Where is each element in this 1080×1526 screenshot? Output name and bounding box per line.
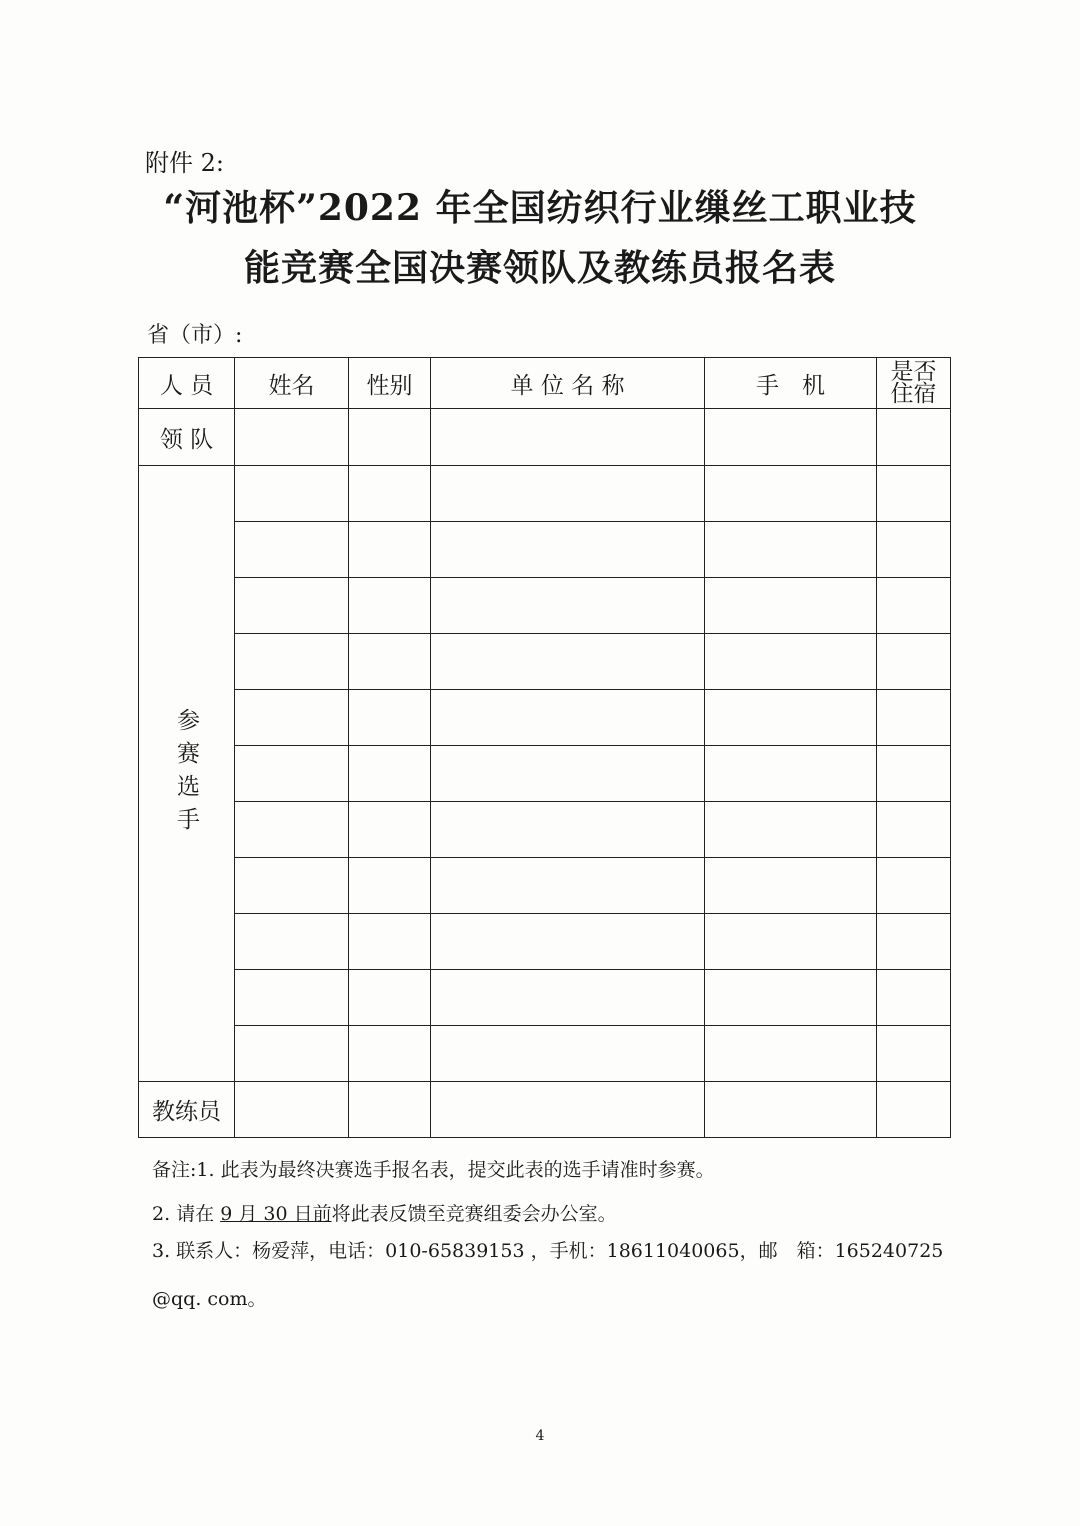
player-lodging-cell[interactable] <box>877 578 951 634</box>
player-organization-cell[interactable] <box>431 746 705 802</box>
header-lodging-line-2: 住宿 <box>890 381 937 407</box>
province-label: 省（市）: <box>147 323 243 348</box>
player-name-cell[interactable] <box>235 746 349 802</box>
player-gender-cell[interactable] <box>349 970 431 1026</box>
player-mobile-cell[interactable] <box>705 578 877 634</box>
player-name-cell[interactable] <box>235 578 349 634</box>
player-row <box>139 914 951 970</box>
table-header-row <box>139 358 951 409</box>
player-row <box>139 746 951 802</box>
note-2-prefix: 2. 请在 <box>152 1203 221 1225</box>
player-row <box>139 466 951 522</box>
player-name-cell[interactable] <box>235 466 349 522</box>
player-row <box>139 634 951 690</box>
player-lodging-cell[interactable] <box>877 1026 951 1082</box>
header-mobile: 手 机 <box>705 358 877 409</box>
player-lodging-cell[interactable] <box>877 690 951 746</box>
player-mobile-cell[interactable] <box>705 802 877 858</box>
note-1: 备注:1. 此表为最终决赛选手报名表，提交此表的选手请准时参赛。 <box>152 1159 715 1181</box>
coach-row <box>139 1082 951 1138</box>
player-row <box>139 522 951 578</box>
player-row <box>139 1026 951 1082</box>
registration-table <box>138 357 951 1138</box>
player-lodging-cell[interactable] <box>877 970 951 1026</box>
leader-label: 领 队 <box>139 409 235 466</box>
player-gender-cell[interactable] <box>349 466 431 522</box>
player-mobile-cell[interactable] <box>705 970 877 1026</box>
player-name-cell[interactable] <box>235 1026 349 1082</box>
form-title-line-1: “河池杯”2022 年全国纺织行业缫丝工职业技 <box>163 187 917 229</box>
note-3-contact: 3. 联系人：杨爱萍，电话：010-65839153 ，手机：18611040065，邮 箱：165240725 <box>152 1240 944 1262</box>
player-mobile-cell[interactable] <box>705 690 877 746</box>
players-label-cell <box>139 466 235 1082</box>
player-row <box>139 858 951 914</box>
player-organization-cell[interactable] <box>431 914 705 970</box>
header-gender: 性别 <box>349 358 431 409</box>
player-row <box>139 690 951 746</box>
players-label: 参赛选手 <box>173 707 199 840</box>
header-lodging-line-1: 是否 <box>890 359 937 385</box>
player-lodging-cell[interactable] <box>877 466 951 522</box>
deadline-date: 9 月 30 日前 <box>220 1203 332 1225</box>
coach-mobile-cell[interactable] <box>705 1082 877 1138</box>
note-3-email-continued: @qq. com。 <box>152 1288 267 1310</box>
player-name-cell[interactable] <box>235 914 349 970</box>
leader-lodging-cell[interactable] <box>877 409 951 466</box>
player-lodging-cell[interactable] <box>877 746 951 802</box>
page-number: 4 <box>535 1428 545 1444</box>
form-title-line-2: 能竞赛全国决赛领队及教练员报名表 <box>243 247 836 289</box>
player-gender-cell[interactable] <box>349 578 431 634</box>
player-gender-cell[interactable] <box>349 746 431 802</box>
player-lodging-cell[interactable] <box>877 802 951 858</box>
player-gender-cell[interactable] <box>349 802 431 858</box>
leader-mobile-cell[interactable] <box>705 409 877 466</box>
player-organization-cell[interactable] <box>431 1026 705 1082</box>
header-name: 姓名 <box>235 358 349 409</box>
leader-name-cell[interactable] <box>235 409 349 466</box>
player-name-cell[interactable] <box>235 970 349 1026</box>
player-gender-cell[interactable] <box>349 522 431 578</box>
header-personnel: 人 员 <box>139 358 235 409</box>
header-organization: 单 位 名 称 <box>431 358 705 409</box>
leader-organization-cell[interactable] <box>431 409 705 466</box>
player-gender-cell[interactable] <box>349 914 431 970</box>
coach-lodging-cell[interactable] <box>877 1082 951 1138</box>
player-name-cell[interactable] <box>235 634 349 690</box>
player-lodging-cell[interactable] <box>877 858 951 914</box>
leader-gender-cell[interactable] <box>349 409 431 466</box>
player-row <box>139 578 951 634</box>
player-mobile-cell[interactable] <box>705 1026 877 1082</box>
player-name-cell[interactable] <box>235 522 349 578</box>
player-mobile-cell[interactable] <box>705 914 877 970</box>
player-organization-cell[interactable] <box>431 466 705 522</box>
player-organization-cell[interactable] <box>431 634 705 690</box>
player-mobile-cell[interactable] <box>705 522 877 578</box>
player-gender-cell[interactable] <box>349 634 431 690</box>
player-gender-cell[interactable] <box>349 690 431 746</box>
player-mobile-cell[interactable] <box>705 746 877 802</box>
coach-gender-cell[interactable] <box>349 1082 431 1138</box>
player-name-cell[interactable] <box>235 858 349 914</box>
attachment-label: 附件 2: <box>145 149 224 177</box>
player-organization-cell[interactable] <box>431 578 705 634</box>
player-lodging-cell[interactable] <box>877 522 951 578</box>
player-organization-cell[interactable] <box>431 802 705 858</box>
player-mobile-cell[interactable] <box>705 634 877 690</box>
player-name-cell[interactable] <box>235 690 349 746</box>
player-organization-cell[interactable] <box>431 858 705 914</box>
coach-organization-cell[interactable] <box>431 1082 705 1138</box>
player-organization-cell[interactable] <box>431 522 705 578</box>
coach-label: 教练员 <box>139 1082 235 1138</box>
player-name-cell[interactable] <box>235 802 349 858</box>
player-gender-cell[interactable] <box>349 1026 431 1082</box>
player-organization-cell[interactable] <box>431 690 705 746</box>
player-mobile-cell[interactable] <box>705 466 877 522</box>
player-lodging-cell[interactable] <box>877 634 951 690</box>
coach-name-cell[interactable] <box>235 1082 349 1138</box>
player-organization-cell[interactable] <box>431 970 705 1026</box>
note-2-suffix: 将此表反馈至竞赛组委会办公室。 <box>331 1203 617 1225</box>
player-gender-cell[interactable] <box>349 858 431 914</box>
player-mobile-cell[interactable] <box>705 858 877 914</box>
player-row <box>139 970 951 1026</box>
note-2 <box>152 1199 617 1226</box>
header-lodging <box>877 358 951 409</box>
player-row <box>139 802 951 858</box>
leader-row <box>139 409 951 466</box>
player-lodging-cell[interactable] <box>877 914 951 970</box>
